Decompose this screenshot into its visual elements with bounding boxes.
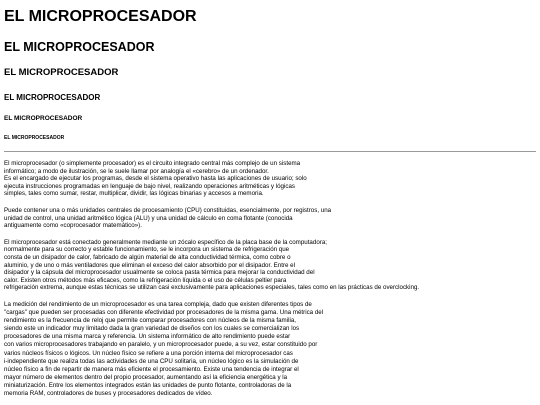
heading-level-1: EL MICROPROCESADOR: [4, 8, 197, 25]
heading-level-6: EL MICROPROCESADOR: [4, 135, 65, 142]
heading-level-5: EL MICROPROCESADOR: [4, 114, 83, 122]
paragraph-performance: La medición del rendimiento de un microprocesador es una tarea compleja, dado que existen diferentes tipos de "cargas" que pueden ser procesadas con diferente efectividad por procesadores de la misma gama. Una métrica del rendimiento es la frecuencia de reloj que permite comparar procesadores con núcleos de la misma familia, siendo este un indicador muy limitado dada la gran variedad de diseños con los cuales se comercializan los procesadores de una misma marca y referencia. Un sistema informático de alto rendimiento puede estar con varios microprocesadores trabajando en paralelo, y un microprocesador puede, a su vez, estar constituido por varios núcleos físicos o lógicos. Un núcleo físico se refiere a una porción interna del microprocesador cas i-independiente que realiza todas las actividades de una CPU solitaria, un núcleo lógico es la simulación de núcleo físico a fin de repartir de manera más eficiente el procesamiento. Existe una tendencia de integrar el mayor número de elementos dentro del propio procesador, aumentando así la eficiencia energética y la miniaturización. Entre los elementos integrados están las unidades de punto flotante, controladoras de la memoria RAM, controladores de buses y procesadores dedicados de vídeo.: [4, 301, 324, 398]
heading-level-2: EL MICROPROCESADOR: [4, 40, 155, 55]
paragraph-definition: El microprocesador (o simplemente procesador) es el circuito integrado central más complejo de un sistema informático; a modo de ilustración, se le suele llamar por analogía el «cerebro» de un ordenador. Es el encargado de ejecutar los programas, desde el sistema operativo hasta las aplicaciones de usuario; solo ejecuta instrucciones programadas en lenguaje de bajo nivel, realizando operaciones aritméticas y lógicas simples, tales como sumar, restar, multiplicar, dividir, las lógicas binarias y accesos a memoria.: [4, 160, 307, 198]
heading-level-3: EL MICROPROCESADOR: [4, 66, 119, 78]
horizontal-divider: [4, 151, 536, 152]
heading-level-4: EL MICROPROCESADOR: [4, 92, 101, 102]
paragraph-cpu-units: Puede contener una o más unidades centrales de procesamiento (CPU) constituidas, esencialmente, por registros, una unidad de control, una unidad aritmético lógica (ALU) y una unidad de cálculo en coma flotante (conocida antiguamente como «coprocesador matemático»).: [4, 207, 332, 230]
paragraph-cooling: El microprocesador está conectado generalmente mediante un zócalo específico de la placa base de la computadora; normalmente para su correcto y estable funcionamiento, se le incorpora un sistema de refrigeración que consta de un disipador de calor, fabricado de algún material de alta conductividad térmica, como cobre o aluminio, y de uno o más ventiladores que eliminan el exceso del calor absorbido por el disipador. Entre el disipador y la cápsula del microprocesador usualmente se coloca pasta térmica para mejorar la conductividad del calor. Existen otros métodos más eficaces, como la refrigeración líquida o el uso de células peltier para refrigeración extrema, aunque estas técnicas se utilizan casi exclusivamente para aplicaciones especiales, tales como en las prácticas de overclocking.: [4, 238, 420, 292]
